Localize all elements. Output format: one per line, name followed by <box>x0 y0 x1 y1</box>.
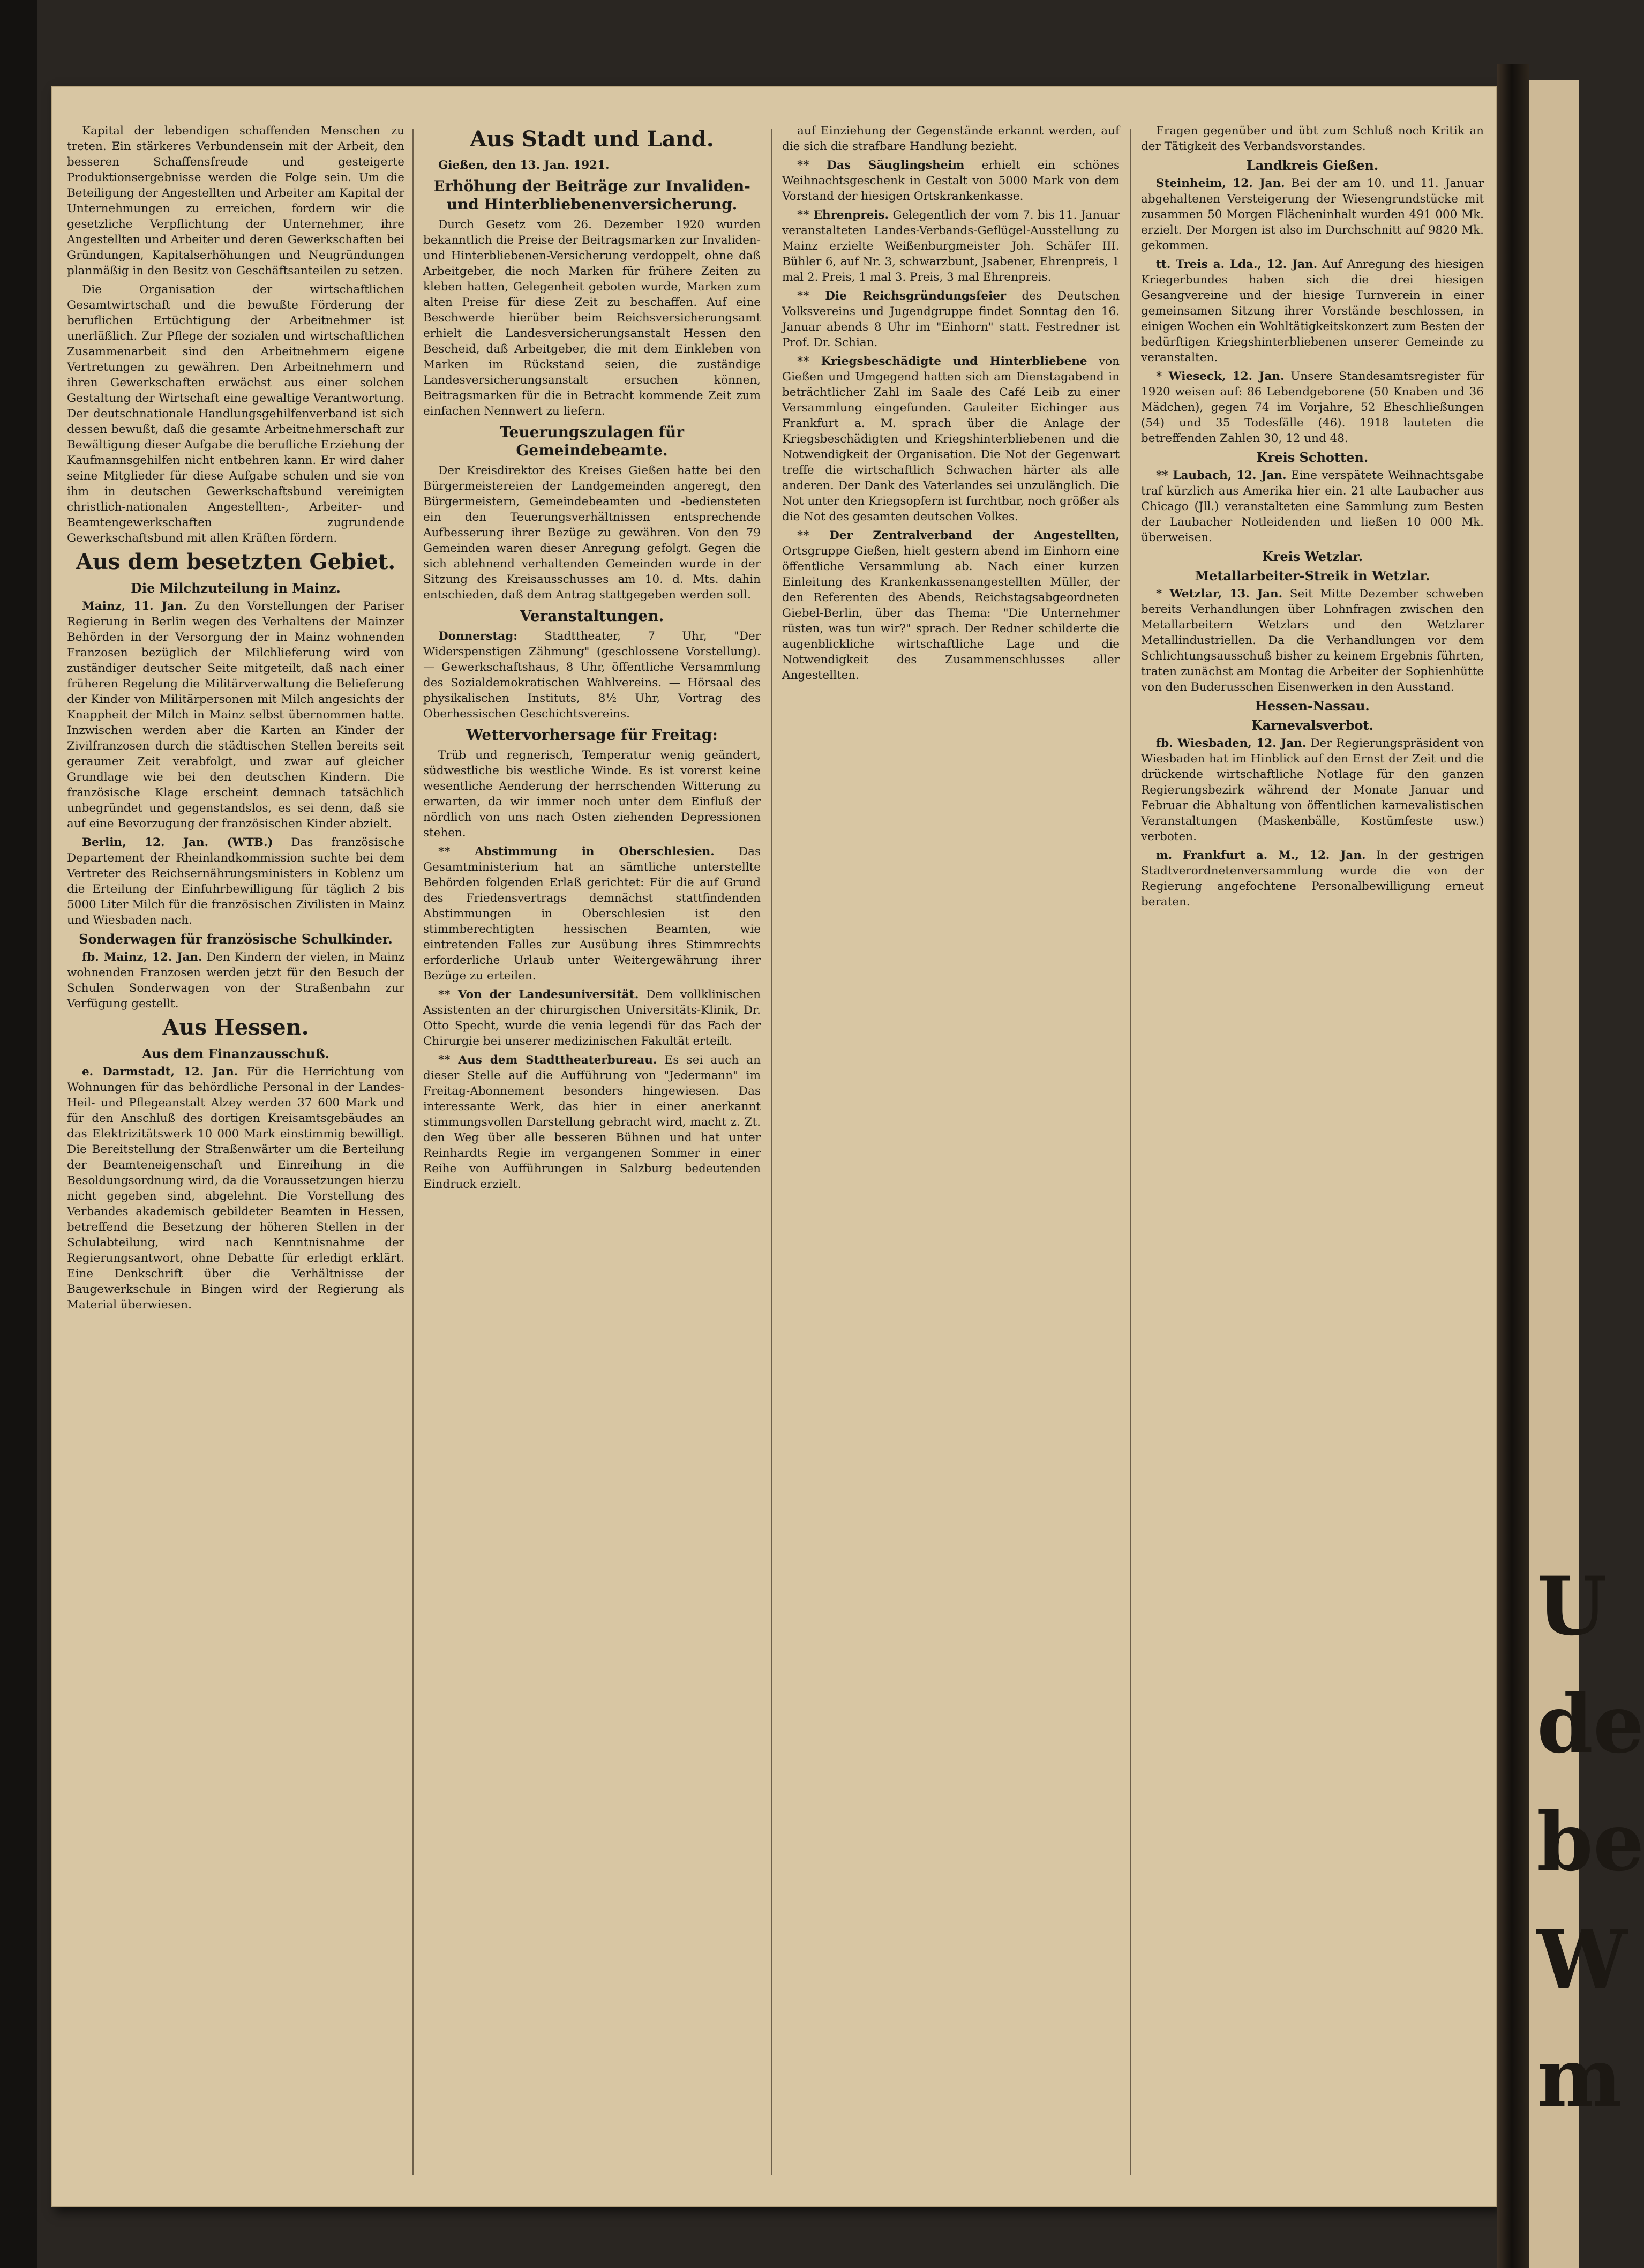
dateline: ** Laubach, 12. Jan. <box>1156 469 1287 482</box>
section-heading: Aus dem besetzten Gebiet. <box>76 549 396 574</box>
article-paragraph <box>782 158 1120 204</box>
article-heading: Teuerungszulagen für Gemeindebeamte. <box>499 423 685 459</box>
article-paragraph <box>782 528 1120 683</box>
page-shadow <box>0 0 37 2268</box>
paragraph-text: Auf Anregung des hiesigen Kriegerbundes haben sich die drei hiesigen Gesangvereine und der hiesige Turnverein in einer gemeinsamen Sitzung ihrer Vorstände beschlossen, in einigen Wochen ein Wohltätigkeitskonzert zum Besten der bedürftigen Kriegshinterbliebenen unserer Gemeinde zu veranstalten. <box>1141 258 1484 364</box>
article-paragraph <box>782 123 1120 154</box>
subheading: Aus dem Finanzausschuß. <box>141 1046 330 1061</box>
adjacent-page-fragment: m <box>1537 2031 1622 2125</box>
dateline: ** Von der Landesuniversität. <box>438 988 639 1001</box>
column-rule <box>1130 129 1131 2175</box>
article-paragraph <box>423 747 761 841</box>
article-heading: Erhöhung der Beiträge zur Invaliden- und Hinterbliebenenversicherung. <box>433 177 750 213</box>
dateline: Mainz, 11. Jan. <box>82 600 187 613</box>
article-heading: Veranstaltungen. <box>520 607 664 625</box>
adjacent-page-fragment: U <box>1537 1559 1607 1653</box>
column-rule <box>412 129 414 2175</box>
dateline: ** Die Reichsgründungsfeier <box>797 289 1007 303</box>
subheading: Kreis Wetzlar. <box>1262 549 1363 564</box>
dateline: ** Aus dem Stadttheaterbureau. <box>438 1053 657 1067</box>
subheading: Sonderwagen für französische Schulkinder. <box>79 931 393 947</box>
article-heading: Wettervorhersage für Freitag: <box>466 726 718 744</box>
column-2 <box>423 123 761 2181</box>
adjacent-page-fragment: de <box>1537 1677 1644 1771</box>
article-paragraph <box>1141 736 1484 844</box>
paragraph-text: Ortsgruppe Gießen, hielt gestern abend im Einhorn eine öffentliche Versammlung ab. Nach einer kurzen Einleitung des Krankenkassenangestellten Müller, der den Referenten des Abends, Reichstagsabgeordneten Giebel-Berlin, über das Thema: "Die Unternehmer rüsten, was tun wir?" sprach. Der Redner schilderte die augenblickliche wirtschaftliche Lage und die Notwendigkeit des Zusammenschlusses aller Angestellten. <box>782 544 1120 682</box>
paragraph-text: Für die Herrichtung von Wohnungen für das behördliche Personal in der Landes-Heil- und Pflegeanstalt Alzey werden 37 600 Mark und für den Anschluß des dortigen Kreisamtsgebäudes an das Elektrizitätswerk 10 000 Mark einstimmig bewilligt. Die Bereitstellung der Straßenwärter um die Berteilung der Beamteneigenschaft und Einreihung in die Besoldungsordnung wird, da die Voraussetzungen hierzu nicht gegeben sind, abgelehnt. Die Vorstellung des Verbandes akademisch gebildeter Beamten in Hessen, betreffend die Besetzung der höheren Stellen in der Schulabteilung, wird nach Kenntnisnahme der Regierungsantwort, ohne Debatte für erledigt erklärt. Eine Denkschrift über die Verhältnisse der Baugewerkschule in Bingen wird der Regierung als Material überwiesen. <box>67 1065 404 1312</box>
dateline: e. Darmstadt, 12. Jan. <box>82 1065 238 1079</box>
paragraph-text: Die Organisation der wirtschaftlichen Gesamtwirtschaft und die bewußte Förderung der beruflichen Ertüchtigung der Arbeitnehmer ist unerläßlich. Zur Pflege der sozialen und wirtschaftlichen Zusammenarbeit sind den Arbeitnehmern eigene Vertretungen zu gewähren. Den Arbeitnehmern und ihren Gewerkschaften erwächst aus einer solchen Gestaltung der Wirtschaft eine gewaltige Verantwortung. Der deutschnationale Handlungsgehilfenverband ist sich dessen bewußt, daß die gesamte Arbeitnehmerschaft zur Bewältigung dieser Aufgabe die berufliche Erziehung der Kaufmannsgehilfen nicht entbehren kann. Er wird daher seine Mitglieder für diese Aufgabe schulen und sie von ihm in deutschen Gewerkschaftsbund vereinigten christlich-nationalen Angestellten-, Arbeiter- und Beamtengewerkschaften zugrundende Gewerkschaftsbund mit allen Kräften fördern. <box>67 283 404 545</box>
dateline: ** Das Säuglingsheim <box>797 159 965 172</box>
adjacent-page-edge <box>1529 80 1644 2268</box>
dateline: ** Ehrenpreis. <box>797 208 889 222</box>
article-paragraph <box>423 628 761 722</box>
paragraph-text: Der Kreisdirektor des Kreises Gießen hatte bei den Bürgermeistereien der Landgemeinden angeregt, den Bürgermeistern, Gemeindebeamten und -bediensteten ein den Teuerungsverhältnissen entsprechende Aufbesserung ihrer Bezüge zu gewähren. Von den 79 Gemeinden waren dieser Anregung gefolgt. Gegen die sich ablehnend verhaltenden Gemeinden wurde in der Sitzung des Kreisausschusses am 10. d. Mts. dahin entschieden, daß dem Antrag stattgegeben werden soll. <box>423 464 761 602</box>
article-paragraph <box>1141 586 1484 695</box>
dateline: fb. Mainz, 12. Jan. <box>82 950 202 964</box>
article-paragraph <box>67 282 404 546</box>
paragraph-text: Kapital der lebendigen schaffenden Menschen zu treten. Ein stärkeres Verbundensein mit der Arbeit, den besseren Schaffensfreude und gesteigerte Produktionsergebnisse werden die Folge sein. Um die Beteiligung der Angestellten und Arbeiter am Kapital der Unternehmungen zu erreichen, fordern wir die gesetzliche Verpflichtung der Unternehmer, ihre Angestellten und Arbeiter und deren Gewerkschaften bei Gründungen, Kapitalserhöhungen und Neugründungen planmäßig in den Besitz von Geschäftsanteilen zu setzen. <box>67 124 404 278</box>
article-paragraph <box>423 1052 761 1192</box>
subheading: Hessen-Nassau. <box>1255 698 1370 714</box>
article-paragraph <box>423 987 761 1049</box>
column-4 <box>1141 123 1484 2181</box>
dateline: ** Der Zentralverband der Angestellten, <box>797 529 1120 542</box>
paragraph-text: erhielt ein schönes Weihnachtsgeschenk in Gestalt von 5000 Mark von dem Vorstand der hiesigen Ortskrankenkasse. <box>782 159 1120 203</box>
article-paragraph <box>782 207 1120 285</box>
dateline: ** Abstimmung in Oberschlesien. <box>438 845 715 858</box>
subheading: Kreis Schotten. <box>1256 450 1369 465</box>
subheading: Landkreis Gießen. <box>1246 158 1379 173</box>
column-3 <box>782 123 1120 2181</box>
paragraph-text: Trüb und regnerisch, Temperatur wenig geändert, südwestliche bis westliche Winde. Es ist vorerst keine wesentliche Aenderung der herrschenden Witterung zu erwarten, da wir immer noch unter dem Einfluß der nördlich von uns nach Osten ziehenden Depressionen stehen. <box>423 748 761 840</box>
article-paragraph <box>782 288 1120 350</box>
article-paragraph <box>1141 176 1484 253</box>
paragraph-text: Stadttheater, 7 Uhr, "Der Widerspenstigen Zähmung" (geschlossene Vorstellung). — Gewerkschaftshaus, 8 Uhr, öffentliche Versammlung des Sozialdemokratischen Wahlvereins. — Hörsaal des physikalischen Instituts, 8½ Uhr, Vortrag des Oberhessischen Geschichtsvereins. <box>423 630 761 721</box>
article-paragraph <box>423 463 761 603</box>
article-paragraph <box>67 598 404 832</box>
paragraph-text: von Gießen und Umgegend hatten sich am Dienstagabend in beträchtlicher Zahl im Saale des Café Leib zu einer Versammlung eingefunden. Gauleiter Eichinger aus Frankfurt a. M. sprach über die Anlage der Kriegsbeschädigten und Kriegshinterbliebenen und die Notwendigkeit der Organisation. Die Not der Gegenwart treffe die wirtschaftlich Schwachen härter als alle anderen. Der Dank des Vaterlandes sei unzulänglich. Die Not unter den Kriegsopfern ist furchtbar, noch größer als die Not des gesamten deutschen Volkes. <box>782 355 1120 523</box>
paragraph-text: auf Einziehung der Gegenstände erkannt werden, auf die sich die strafbare Handlung bezieht. <box>782 124 1120 153</box>
article-paragraph <box>1141 123 1484 154</box>
column-rule <box>771 129 772 2175</box>
article-paragraph <box>67 123 404 279</box>
dateline: Gießen, den 13. Jan. 1921. <box>438 159 610 172</box>
dateline: Berlin, 12. Jan. (WTB.) <box>82 836 273 849</box>
subheading: Die Milchzuteilung in Mainz. <box>131 580 341 596</box>
adjacent-page-fragment: be <box>1537 1795 1644 1889</box>
paragraph-text: Das Gesamtministerium hat an sämtliche unterstellte Behörden folgenden Erlaß gerichtet: Für die auf Grund des Friedensvertrags demnächst stattfindenden Abstimmungen in Oberschlesien ist den stimmberechtigten hessischen Beamten, wie eintretenden Falles zur Ausübung ihres Stimmrechts erforderliche Urlaub unter Weitergewährung ihrer Bezüge zu erteilen. <box>423 845 761 983</box>
article-paragraph <box>67 835 404 928</box>
article-paragraph <box>67 1064 404 1313</box>
subheading: Metallarbeiter-Streik in Wetzlar. <box>1195 568 1430 583</box>
paragraph-text: Zu den Vorstellungen der Pariser Regierung in Berlin wegen des Verhaltens der Mainzer Behörden in der Versorgung der in Mainz wohnenden Franzosen bezüglich der Milchlieferung wird von zuständiger deutscher Seite mitgeteilt, daß nach einer früheren Regelung die Militärverwaltung die Belieferung der Kinder von Militärpersonen mit Milch angesichts der Knappheit der Milch in Mainz selbst übernommen hatte. Inzwischen werden aber die Karten an Kinder der Zivilfranzosen durch die städtischen Stellen bereits seit geraumer Zeit verabfolgt, und zwar auf gleicher Grundlage wie bei den deutschen Kindern. Die französische Klage erscheint demnach tatsächlich unbegründet und gegenstandslos, es sei denn, daß sie auf eine Bevorzugung der französischen Kinder abzielt. <box>67 600 404 830</box>
paragraph-text: Durch Gesetz vom 26. Dezember 1920 wurden bekanntlich die Preise der Beitragsmarken zur Invaliden- und Hinterbliebenen-Versicherung verdoppelt, ohne daß Arbeitgeber, die noch Marken für frühere Zeiten zu kleben hatten, Gelegenheit geboten wurde, Marken zum alten Preise für diese Zeit zu beschaffen. Auf eine Beschwerde hierüber beim Reichsversicherungsamt erhielt die Landesversicherungsanstalt Hessen den Bescheid, daß Arbeitgeber, die mit dem Einkleben von Marken im Rückstand seien, die zuständige Landesversicherungsanstalt ersuchen können, Beitragsmarken für die in Betracht kommende Zeit zum einfachen Nennwert zu liefern. <box>423 218 761 418</box>
article-paragraph <box>1141 848 1484 910</box>
dateline: * Wetzlar, 13. Jan. <box>1156 587 1283 601</box>
section-heading: Aus Stadt und Land. <box>470 126 714 152</box>
paragraph-text: Den Kindern der vielen, in Mainz wohnenden Franzosen werden jetzt für den Besuch der Schulen Sonderwagen von der Straßenbahn zur Verfügung gestellt. <box>67 950 404 1011</box>
article-paragraph <box>423 217 761 419</box>
dateline: m. Frankfurt a. M., 12. Jan. <box>1156 849 1366 862</box>
paragraph-text: Seit Mitte Dezember schweben bereits Verhandlungen über Lohnfragen zwischen den Metallarbeitern Wetzlars und den Wetzlarer Metallindustriellen. Da die Verhandlungen vor dem Schlichtungsausschuß bisher zu keinem Ergebnis führten, traten zunächst am Montag die Arbeiter der Sophienhütte von den Buderusschen Eisenwerken in den Ausstand. <box>1141 587 1484 694</box>
dateline: * Wieseck, 12. Jan. <box>1156 370 1285 383</box>
dateline: tt. Treis a. Lda., 12. Jan. <box>1156 258 1318 271</box>
dateline: ** Kriegsbeschädigte und Hinterbliebene <box>797 355 1087 368</box>
paragraph-text: Gelegentlich der vom 7. bis 11. Januar veranstalteten Landes-Verbands-Geflügel-Ausstellung zu Mainz erzielte Weißenburgmeister Joh. Schäfer III. Bühler 6, auf Nr. 3, schwarzbunt, Jsabener, Ehrenpreis, 1 mal 2. Preis, 1 mal 3. Preis, 3 mal Ehrenpreis. <box>782 208 1120 284</box>
paragraph-text: Der Regierungspräsident von Wiesbaden hat im Hinblick auf den Ernst der Zeit und die drückende wirtschaftliche Notlage für den ganzen Regierungsbezirk während der Monate Januar und Februar die Abhaltung von öffentlichen karnevalistischen Veranstaltungen (Maskenbälle, Kostümfeste usw.) verboten. <box>1141 737 1484 843</box>
subheading: Karnevalsverbot. <box>1251 717 1373 733</box>
paragraph-text: Bei der am 10. und 11. Januar abgehaltenen Versteigerung der Wiesengrundstücke mit zusammen 50 Morgen Flächeninhalt wurden 491 000 Mk. erzielt. Der Morgen ist also im Durchschnitt auf 9820 Mk. gekommen. <box>1141 177 1484 252</box>
column-1 <box>67 123 404 2181</box>
article-paragraph <box>423 158 761 173</box>
paragraph-text: Dem vollklinischen Assistenten an der chirurgischen Universitäts-Klinik, Dr. Otto Specht, wurde die venia legendi für das Fach der Chirurgie bei unserer medizinischen Fakultät erteilt. <box>423 988 761 1048</box>
dateline: fb. Wiesbaden, 12. Jan. <box>1156 737 1307 750</box>
paragraph-text: Fragen gegenüber und übt zum Schluß noch Kritik an der Tätigkeit des Verbandsvorstandes. <box>1141 124 1484 153</box>
article-paragraph <box>1141 468 1484 545</box>
paragraph-text: Das französische Departement der Rheinlandkommission suchte bei dem Vertreter des Reichsernährungsministers in Koblenz um die Erteilung der Einfuhrbewilligung für täglich 2 bis 5000 Liter Milch für die französischen Zivilisten in Mainz und Wiesbaden nach. <box>67 836 405 927</box>
article-paragraph <box>782 354 1120 525</box>
paragraph-text: Es sei auch an dieser Stelle auf die Aufführung von "Jedermann" im Freitag-Abonnement besonders hingewiesen. Das interessante Werk, das hier in einer anerkannt stimmungsvollen Darstellung gebracht wird, macht z. Zt. den Weg über alle besseren Bühnen und hat unter Reinhardts Regie im vergangenen Sommer in einer Reihe von Aufführungen in Salzburg bedeutenden Eindruck erzielt. <box>423 1053 761 1191</box>
paragraph-text: Eine verspätete Weihnachtsgabe traf kürzlich aus Amerika hier ein. 21 alte Laubacher aus Chicago (Jll.) veranstalteten eine Sammlung zum Besten der Laubacher Notleidenden und ließen 10 000 Mk. überweisen. <box>1141 469 1484 544</box>
book-gutter <box>1497 64 1529 2268</box>
article-paragraph <box>423 844 761 984</box>
article-paragraph <box>1141 369 1484 446</box>
dateline: Donnerstag: <box>438 630 518 643</box>
dateline: Steinheim, 12. Jan. <box>1156 177 1285 190</box>
paragraph-text: In der gestrigen Stadtverordnetenversammlung wurde die von der Regierung angefochtene Personalbewilligung erneut beraten. <box>1141 849 1484 909</box>
section-heading: Aus Hessen. <box>162 1015 309 1040</box>
paragraph-text: des Deutschen Volksvereins und Jugendgruppe findet Sonntag den 16. Januar abends 8 Uhr im "Einhorn" statt. Festredner ist Prof. Dr. Schian. <box>782 289 1120 349</box>
paragraph-text: Unsere Standesamtsregister für 1920 weisen auf: 86 Lebendgeborene (50 Knaben und 36 Mädchen), gegen 74 im Vorjahre, 52 Eheschließungen (54) und 35 Todesfälle (46). 1918 lauteten die betreffenden Zahlen 30, 12 und 48. <box>1141 370 1484 445</box>
article-paragraph <box>1141 257 1484 365</box>
adjacent-page-fragment: W <box>1537 1913 1627 2007</box>
article-paragraph <box>67 949 404 1012</box>
